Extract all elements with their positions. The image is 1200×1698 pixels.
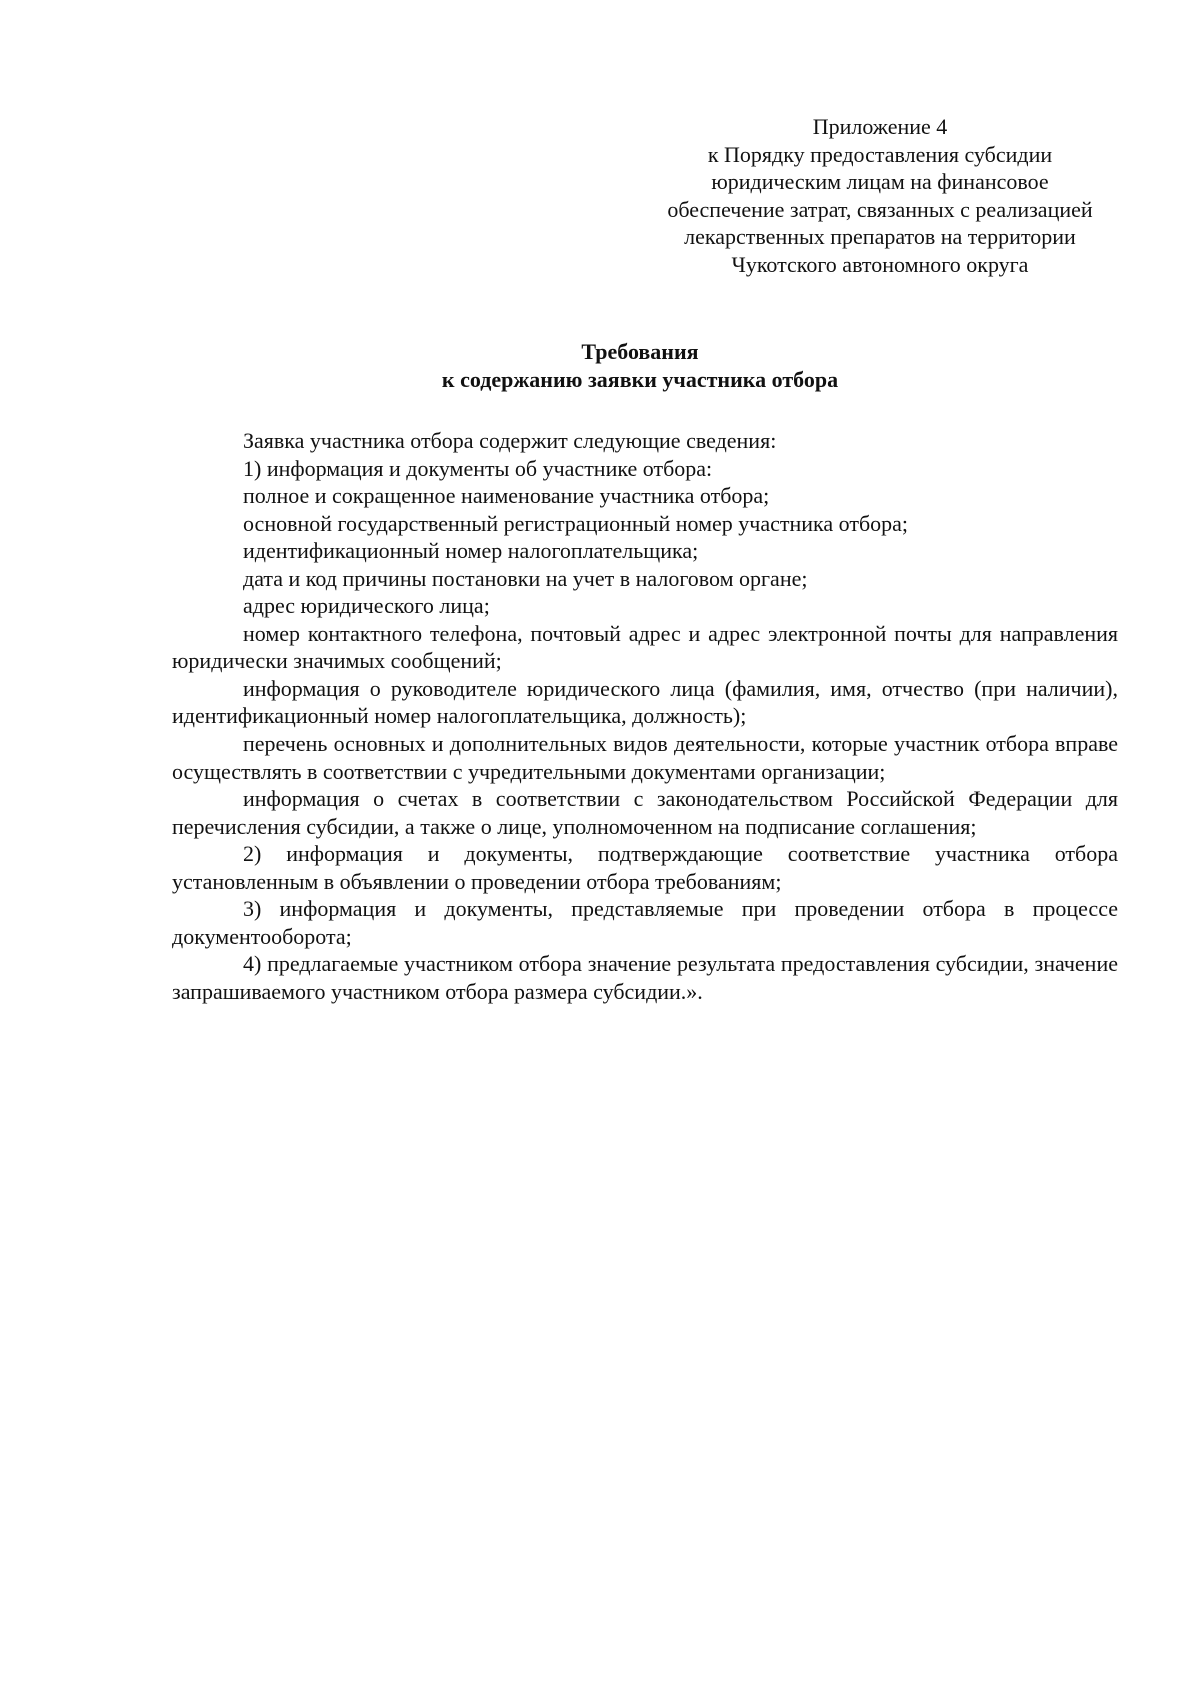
paragraph: основной государственный регистрационный номер участника отбора; (243, 510, 909, 536)
paragraph: 4) предлагаемые участником отбора значение результата предоставления субсидии, значение запрашиваемого участником отбора размера субсидии.». (172, 951, 1118, 1004)
title-line-1: Требования (581, 339, 699, 364)
paragraph: 1) информация и документы об участнике отбора: (243, 455, 713, 481)
appendix-line: Чукотского автономного округа (731, 251, 1029, 277)
appendix-line: лекарственных препаратов на территории (684, 224, 1076, 249)
document-title (160, 338, 1120, 394)
document-body (172, 427, 1118, 1005)
appendix-line: к Порядку предоставления субсидии (707, 141, 1053, 167)
appendix-line: обеспечение затрат, связанных с реализацией (667, 196, 1093, 222)
paragraph: Заявка участника отбора содержит следующие сведения: (243, 428, 777, 453)
paragraph: полное и сокращенное наименование участника отбора; (243, 483, 770, 509)
paragraph: адрес юридического лица; (243, 593, 490, 619)
paragraph: 3) информация и документы, представляемые при проведении отбора в процессе документооборота; (172, 896, 1118, 949)
paragraph: номер контактного телефона, почтовый адрес и адрес электронной почты для направления юридически значимых сообщений; (172, 620, 1118, 674)
paragraph: перечень основных и дополнительных видов деятельности, которые участник отбора вправе осуществлять в соответствии с учредительными документами организации; (172, 731, 1118, 784)
appendix-line: Приложение 4 (812, 114, 948, 139)
title-line-2: к содержанию заявки участника отбора (441, 367, 839, 392)
appendix-line: юридическим лицам на финансовое (711, 169, 1049, 194)
paragraph: информация о руководителе юридического лица (фамилия, имя, отчество (при наличии), идентификационный номер налогоплательщика, должность); (172, 675, 1118, 729)
paragraph: идентификационный номер налогоплательщика; (243, 538, 699, 564)
paragraph: 2) информация и документы, подтверждающие соответствие участника отбора установленным в объявлении о проведении отбора требованиям; (172, 841, 1118, 894)
appendix-header (620, 113, 1140, 278)
paragraph: дата и код причины постановки на учет в налоговом органе; (243, 565, 808, 591)
paragraph: информация о счетах в соответствии с законодательством Российской Федерации для перечисления субсидии, а также о лице, уполномоченном на подписание соглашения; (172, 786, 1118, 839)
